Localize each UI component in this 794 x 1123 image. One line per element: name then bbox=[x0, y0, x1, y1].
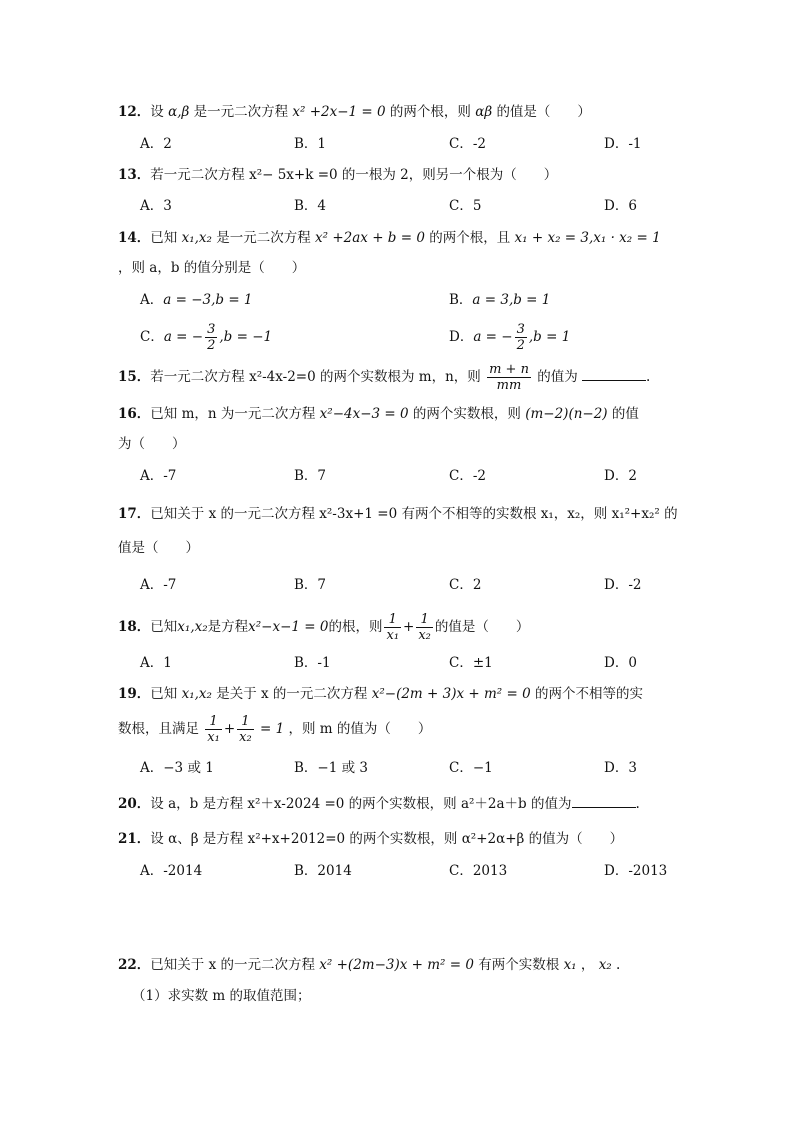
option-a: A．1 bbox=[140, 655, 172, 671]
question-text: 的值是（ ） bbox=[434, 619, 530, 635]
math-expression: αβ bbox=[475, 104, 493, 120]
option-d: D．-1 bbox=[604, 136, 642, 152]
question-text: 的根，则 bbox=[328, 619, 383, 635]
fraction-numerator: 1 bbox=[384, 612, 401, 628]
question-text: . bbox=[635, 796, 640, 812]
fraction-denominator: x₁ bbox=[207, 730, 220, 745]
fraction bbox=[237, 714, 254, 745]
question-number: 17． bbox=[118, 506, 151, 522]
fraction bbox=[205, 714, 222, 745]
question-text: 已知 m，n 为一元二次方程 bbox=[150, 406, 316, 422]
option-b bbox=[449, 290, 550, 310]
question-number: 12． bbox=[118, 104, 151, 120]
answer-blank[interactable] bbox=[582, 366, 646, 381]
question-text: 是关于 x 的一元二次方程 bbox=[216, 686, 368, 702]
option-label: D． bbox=[449, 329, 474, 345]
fraction-denominator: mm bbox=[496, 378, 522, 393]
option-a: A．−3 或 1 bbox=[140, 760, 214, 776]
question-text: . bbox=[616, 957, 621, 973]
fraction bbox=[416, 612, 433, 643]
question-18-stem bbox=[118, 610, 529, 644]
question-16-stem bbox=[118, 404, 639, 424]
math-expression: x²−4x−3 = 0 bbox=[319, 406, 409, 422]
math-expression: x₁ bbox=[563, 957, 577, 973]
math-expression: x₁,x₂ bbox=[181, 686, 212, 702]
question-number: 15． bbox=[118, 369, 151, 385]
math-expression: = 1 bbox=[260, 721, 285, 737]
question-text: 的值 bbox=[611, 406, 639, 422]
option-c: C．±1 bbox=[449, 655, 493, 671]
option-label: B． bbox=[449, 292, 473, 308]
fraction-numerator: 1 bbox=[237, 714, 254, 730]
question-text: 是一元二次方程 bbox=[216, 230, 311, 246]
math-expression: x²−(2m + 3)x + m² = 0 bbox=[371, 686, 531, 702]
question-21-stem bbox=[118, 829, 623, 849]
question-13-stem bbox=[118, 165, 557, 185]
question-text: 的两个不相等的实 bbox=[534, 686, 643, 702]
option-d: D．-2 bbox=[604, 577, 642, 593]
question-number: 21． bbox=[118, 831, 151, 847]
option-c: C．2013 bbox=[449, 863, 508, 879]
option-d: D．3 bbox=[604, 760, 637, 776]
math-expression: α,β bbox=[168, 104, 190, 120]
question-text: . bbox=[646, 369, 651, 385]
question-text: 已知 bbox=[150, 230, 178, 246]
option-b: B．4 bbox=[294, 198, 327, 214]
fraction-numerator: 3 bbox=[207, 322, 216, 337]
math-operator: + bbox=[223, 721, 236, 737]
math-expression: x₂ bbox=[598, 957, 612, 973]
option-b: B．1 bbox=[294, 136, 327, 152]
question-text: 已知 bbox=[150, 619, 178, 635]
fraction-denominator: x₂ bbox=[418, 628, 431, 643]
option-label: A． bbox=[140, 292, 164, 308]
question-text: 若一元二次方程 x²− 5x+k =0 的一根为 2，则另一个根为（ ） bbox=[150, 167, 558, 183]
question-15-stem bbox=[118, 360, 650, 394]
option-c: C．-2 bbox=[449, 136, 486, 152]
math-expression: x² +2x−1 = 0 bbox=[292, 104, 386, 120]
math-expression: a = − bbox=[473, 329, 513, 345]
math-expression: ,b = 1 bbox=[528, 329, 571, 345]
math-expression: ,b = −1 bbox=[219, 329, 273, 345]
question-number: 16． bbox=[118, 406, 151, 422]
question-number: 22． bbox=[118, 957, 151, 973]
math-expression: x²−x−1 = 0 bbox=[248, 619, 329, 635]
question-number: 19． bbox=[118, 686, 151, 702]
option-a: A．2 bbox=[140, 136, 172, 152]
math-expression: x₁,x₂ bbox=[177, 619, 208, 635]
option-a: A．3 bbox=[140, 198, 172, 214]
question-text: 的两个根，且 bbox=[429, 230, 511, 246]
question-text: 的值为 bbox=[537, 369, 578, 385]
answer-blank[interactable] bbox=[572, 793, 636, 808]
question-text: 的两个根，则 bbox=[389, 104, 471, 120]
question-text: 设 a，b 是方程 x²＋x-2024 =0 的两个实数根，则 a²＋2a＋b 的值为 bbox=[150, 796, 572, 812]
option-d bbox=[449, 320, 570, 354]
fraction-numerator: m + n bbox=[489, 362, 529, 377]
option-a: A．-7 bbox=[140, 468, 177, 484]
question-number: 20． bbox=[118, 796, 151, 812]
question-number: 18． bbox=[118, 619, 151, 635]
math-expression: (m−2)(n−2) bbox=[525, 406, 608, 422]
option-d: D．6 bbox=[604, 198, 637, 214]
fraction-numerator: 1 bbox=[416, 612, 433, 628]
question-number: 14． bbox=[118, 230, 151, 246]
fraction bbox=[205, 322, 217, 353]
question-17-stem-line2: 值是（ ） bbox=[118, 540, 199, 556]
option-b: B．-1 bbox=[294, 655, 331, 671]
question-text: 的值是（ ） bbox=[496, 104, 591, 120]
question-text: 已知 bbox=[150, 686, 178, 702]
math-expression: x₁ + x₂ = 3,x₁ · x₂ = 1 bbox=[514, 230, 661, 246]
fraction-numerator: 1 bbox=[205, 714, 222, 730]
question-22-stem bbox=[118, 955, 620, 975]
fraction-denominator: 2 bbox=[516, 338, 525, 353]
fraction-denominator: x₂ bbox=[239, 730, 252, 745]
option-a: A．-2014 bbox=[140, 863, 203, 879]
question-text: 已知关于 x 的一元二次方程 bbox=[150, 957, 315, 973]
math-expression: a = 3,b = 1 bbox=[472, 292, 551, 308]
option-c bbox=[140, 320, 272, 354]
option-d: D．0 bbox=[604, 655, 637, 671]
fraction-denominator: 2 bbox=[207, 338, 216, 353]
option-b: B．−1 或 3 bbox=[294, 760, 368, 776]
option-d: D．2 bbox=[604, 468, 637, 484]
question-17-stem bbox=[118, 504, 678, 524]
question-16-stem-line2: 为（ ） bbox=[118, 436, 186, 452]
math-operator: + bbox=[403, 619, 415, 635]
fraction-denominator: x₁ bbox=[386, 628, 400, 643]
fraction-numerator: 3 bbox=[516, 322, 525, 337]
option-c: C．5 bbox=[449, 198, 482, 214]
question-text: ，则 m 的值为（ ） bbox=[288, 721, 432, 737]
question-19-stem-line2 bbox=[118, 712, 431, 746]
question-text: 已知关于 x 的一元二次方程 x²-3x+1 =0 有两个不相等的实数根 x₁，x₂，则 x₁²+x₂² 的 bbox=[150, 506, 678, 522]
math-expression: x² +(2m−3)x + m² = 0 bbox=[319, 957, 474, 973]
math-expression: a = − bbox=[163, 329, 204, 345]
math-expression: a = −3,b = 1 bbox=[163, 292, 253, 308]
question-text: 的两个实数根，则 bbox=[412, 406, 521, 422]
option-d: D．-2013 bbox=[604, 863, 668, 879]
math-expression: x₁,x₂ bbox=[181, 230, 212, 246]
option-b: B．7 bbox=[294, 577, 327, 593]
question-number: 13． bbox=[118, 167, 151, 183]
option-a bbox=[140, 290, 253, 310]
question-14-stem-line2: ，则 a，b 的值分别是（ ） bbox=[118, 260, 306, 276]
option-c: C．-2 bbox=[449, 468, 486, 484]
question-20-stem bbox=[118, 793, 640, 814]
option-b: B．7 bbox=[294, 468, 327, 484]
question-22-part-1: （1）求实数 m 的取值范围； bbox=[132, 988, 311, 1004]
question-text: 有两个实数根 bbox=[478, 957, 560, 973]
question-text: 数根，且满足 bbox=[118, 721, 199, 737]
option-a: A．-7 bbox=[140, 577, 177, 593]
option-label: C． bbox=[140, 329, 164, 345]
option-c: C．2 bbox=[449, 577, 482, 593]
fraction bbox=[384, 612, 401, 643]
question-text: 是方程 bbox=[207, 619, 249, 635]
option-c: C．−1 bbox=[449, 760, 493, 776]
math-expression: x² +2ax + b = 0 bbox=[315, 230, 425, 246]
question-text: 是一元二次方程 bbox=[193, 104, 289, 120]
question-text: ， bbox=[580, 957, 595, 973]
question-text: 若一元二次方程 x²-4x-2=0 的两个实数根为 m，n，则 bbox=[150, 369, 481, 385]
option-b: B．2014 bbox=[294, 863, 352, 879]
question-text: 设 α、β 是方程 x²+x+2012=0 的两个实数根，则 α²+2α+β 的值为（ ） bbox=[150, 831, 624, 847]
question-12-stem bbox=[118, 102, 591, 122]
fraction bbox=[487, 362, 531, 393]
question-19-stem bbox=[118, 684, 643, 704]
question-text: 设 bbox=[150, 104, 164, 120]
fraction bbox=[515, 322, 527, 353]
question-14-stem bbox=[118, 228, 661, 248]
